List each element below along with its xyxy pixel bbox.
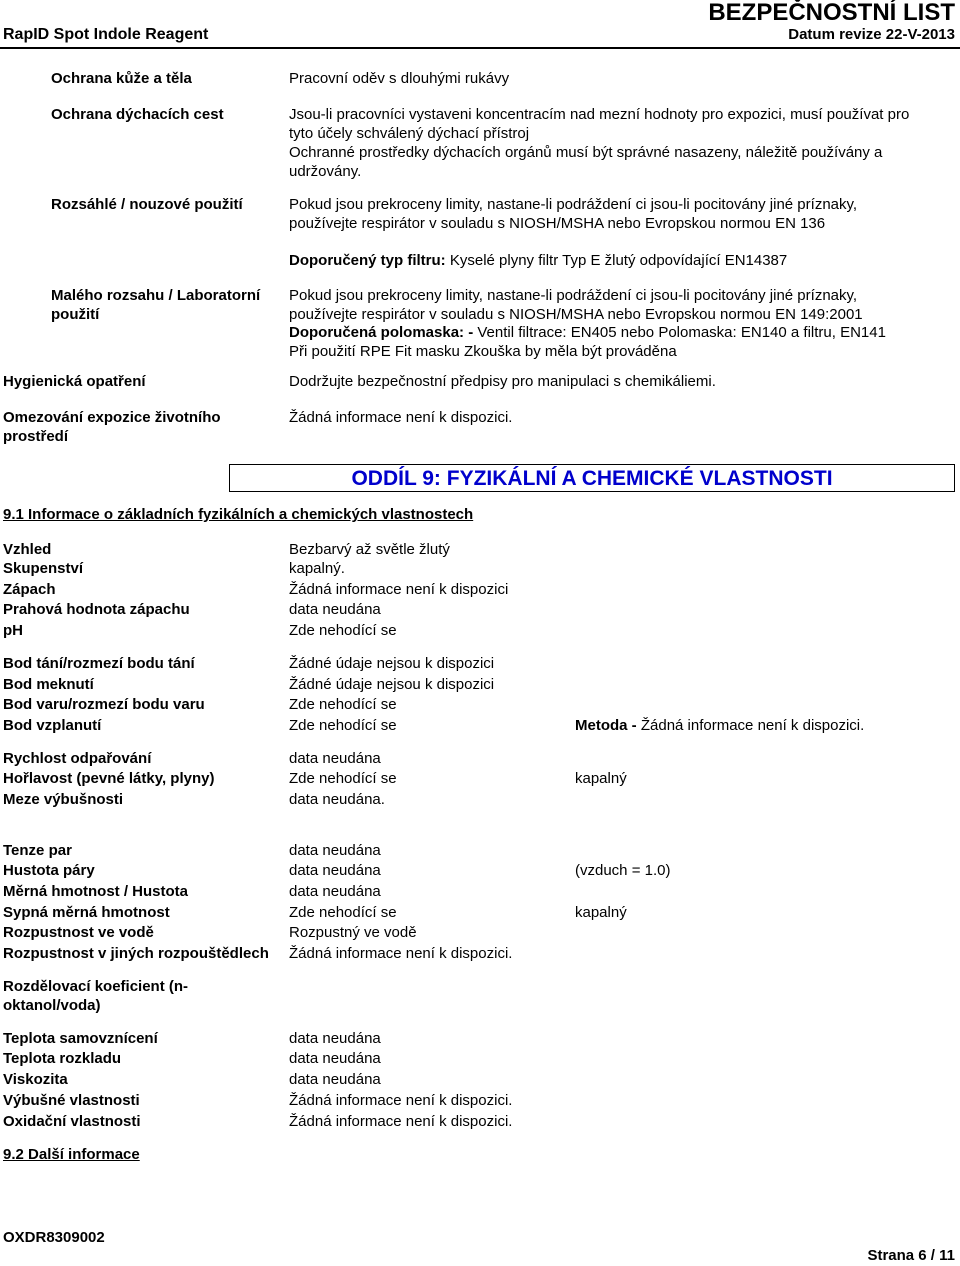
hygiene-label: Hygienická opatření	[3, 373, 146, 390]
property-label-water-solubility: Rozpustnost ve vodě	[3, 924, 154, 941]
respiratory-protection-label: Ochrana dýchacích cest	[51, 106, 224, 123]
half-mask-value: Ventil filtrace: EN405 nebo Polomaska: EN140 a filtru, EN141	[477, 324, 886, 341]
property-label-odor-threshold: Prahová hodnota zápachu	[3, 601, 190, 618]
property-value-melting-point: Žádné údaje nejsou k dispozici	[289, 655, 495, 672]
property-label-explosion-limits: Meze výbušnosti	[3, 791, 124, 808]
property-label-vapor-density: Hustota páry	[3, 862, 95, 879]
property-value-evaporation-rate: data neudána	[289, 750, 381, 767]
recommended-filter-label: Doporučený typ filtru:	[289, 252, 446, 269]
hygiene-value: Dodržujte bezpečnostní předpisy pro manipulaci s chemikáliemi.	[289, 373, 716, 390]
property-label-partition-coefficient-2: oktanol/voda)	[3, 997, 101, 1014]
property-value-boiling-point: Zde nehodící se	[289, 696, 397, 713]
flash-point-method-value: Žádná informace není k dispozici.	[640, 717, 865, 734]
small-scale-use-line-1: Pokud jsou prekroceny limity, nastane-li podráždení ci jsou-li pocitovány jiné príznaky,	[289, 287, 858, 304]
property-label-softening-point: Bod meknutí	[3, 676, 94, 693]
property-value-viscosity: data neudána	[289, 1071, 381, 1088]
property-label-oxidizing-properties: Oxidační vlastnosti	[3, 1113, 141, 1130]
skin-protection-value: Pracovní oděv s dlouhými rukávy	[289, 70, 510, 87]
property-value-decomposition-temperature: data neudána	[289, 1050, 381, 1067]
property-label-specific-gravity: Měrná hmotnost / Hustota	[3, 883, 189, 900]
property-value-vapor-pressure: data neudána	[289, 842, 381, 859]
respiratory-protection-line-3: Ochranné prostředky dýchacích orgánů musí být správné nasazeny, náležitě používány a	[289, 144, 883, 161]
property-label-flammability: Hořlavost (pevné látky, plyny)	[3, 770, 215, 787]
property-value-oxidizing-properties: Žádná informace není k dispozici.	[289, 1113, 513, 1130]
property-value-water-solubility: Rozpustný ve vodě	[289, 924, 417, 941]
property-note-flammability: kapalný	[575, 770, 627, 787]
property-value-explosive-properties: Žádná informace není k dispozici.	[289, 1092, 513, 1109]
document-code: OXDR8309002	[3, 1229, 105, 1246]
large-scale-use-line-1: Pokud jsou prekroceny limity, nastane-li podráždení ci jsou-li pocitovány jiné príznaky,	[289, 196, 858, 213]
recommended-filter-value: Kyselé plyny filtr Typ E žlutý odpovídající EN14387	[449, 252, 788, 269]
property-value-autoignition-temperature: data neudána	[289, 1030, 381, 1047]
respiratory-protection-line-1: Jsou-li pracovníci vystaveni koncentracím nad mezní hodnoty pro expozici, musí používat pro	[289, 106, 910, 123]
property-label-bulk-density: Sypná měrná hmotnost	[3, 904, 170, 921]
environmental-exposure-label-1: Omezování expozice životního	[3, 409, 221, 426]
environmental-exposure-value: Žádná informace není k dispozici.	[289, 409, 513, 426]
document-title: BEZPEČNOSTNÍ LIST	[708, 0, 955, 26]
property-note-vapor-density: (vzduch = 1.0)	[575, 862, 671, 879]
property-note-bulk-density: kapalný	[575, 904, 627, 921]
respiratory-protection-line-4: udržovány.	[289, 163, 362, 180]
property-value-solvent-solubility: Žádná informace není k dispozici.	[289, 945, 513, 962]
flash-point-method-label: Metoda -	[575, 717, 637, 734]
property-label-explosive-properties: Výbušné vlastnosti	[3, 1092, 140, 1109]
property-label-ph: pH	[3, 622, 23, 639]
property-value-odor-threshold: data neudána	[289, 601, 381, 618]
property-value-physical-state: kapalný.	[289, 560, 345, 577]
small-scale-use-label-2: použití	[51, 306, 100, 323]
revision-date: Datum revize 22-V-2013	[788, 26, 955, 43]
property-label-vapor-pressure: Tenze par	[3, 842, 72, 859]
property-label-physical-state: Skupenství	[3, 560, 84, 577]
property-label-autoignition-temperature: Teplota samovznícení	[3, 1030, 158, 1047]
property-value-explosion-limits: data neudána.	[289, 791, 385, 808]
property-value-vapor-density: data neudána	[289, 862, 381, 879]
environmental-exposure-label-2: prostředí	[3, 428, 69, 445]
large-scale-use-label: Rozsáhlé / nouzové použití	[51, 196, 243, 213]
half-mask-label: Doporučená polomaska: -	[289, 324, 474, 341]
respiratory-protection-line-2: tyto účely schválený dýchací přístroj	[289, 125, 530, 142]
skin-protection-label: Ochrana kůže a těla	[51, 70, 192, 87]
property-value-flash-point: Zde nehodící se	[289, 717, 397, 734]
property-value-specific-gravity: data neudána	[289, 883, 381, 900]
page-number: Strana 6 / 11	[867, 1247, 955, 1264]
property-value-odor: Žádná informace není k dispozici	[289, 581, 509, 598]
large-scale-use-line-2: používejte respirátor v souladu s NIOSH/MSHA nebo Evropskou normou EN 136	[289, 215, 826, 232]
flash-point-method	[575, 716, 864, 736]
subsection-9-1-title: 9.1 Informace o základních fyzikálních a chemických vlastnostech	[3, 506, 474, 523]
recommended-filter	[289, 251, 787, 271]
header-divider	[0, 47, 960, 49]
property-label-partition-coefficient-1: Rozdělovací koeficient (n-	[3, 978, 189, 995]
small-scale-use-label-1: Malého rozsahu / Laboratorní	[51, 287, 261, 304]
property-label-decomposition-temperature: Teplota rozkladu	[3, 1050, 122, 1067]
property-value-flammability: Zde nehodící se	[289, 770, 397, 787]
product-name: RapID Spot Indole Reagent	[3, 26, 209, 43]
subsection-9-2-title: 9.2 Další informace	[3, 1146, 140, 1163]
property-label-appearance: Vzhled	[3, 541, 52, 558]
property-label-flash-point: Bod vzplanutí	[3, 717, 102, 734]
property-label-viscosity: Viskozita	[3, 1071, 68, 1088]
property-label-evaporation-rate: Rychlost odpařování	[3, 750, 152, 767]
property-value-ph: Zde nehodící se	[289, 622, 397, 639]
property-label-melting-point: Bod tání/rozmezí bodu tání	[3, 655, 195, 672]
property-value-softening-point: Žádné údaje nejsou k dispozici	[289, 676, 495, 693]
small-scale-use-line-2: používejte respirátor v souladu s NIOSH/MSHA nebo Evropskou normou EN 149:2001	[289, 306, 863, 323]
property-value-bulk-density: Zde nehodící se	[289, 904, 397, 921]
small-scale-use-line-4: Při použití RPE Fit masku Zkouška by měla být prováděna	[289, 343, 677, 360]
property-label-odor: Zápach	[3, 581, 56, 598]
section-9-title: ODDÍL 9: FYZIKÁLNÍ A CHEMICKÉ VLASTNOSTI	[229, 464, 955, 492]
property-label-solvent-solubility: Rozpustnost v jiných rozpouštědlech	[3, 945, 269, 962]
property-value-appearance: Bezbarvý až světle žlutý	[289, 541, 450, 558]
half-mask-line	[289, 323, 886, 342]
property-label-boiling-point: Bod varu/rozmezí bodu varu	[3, 696, 205, 713]
